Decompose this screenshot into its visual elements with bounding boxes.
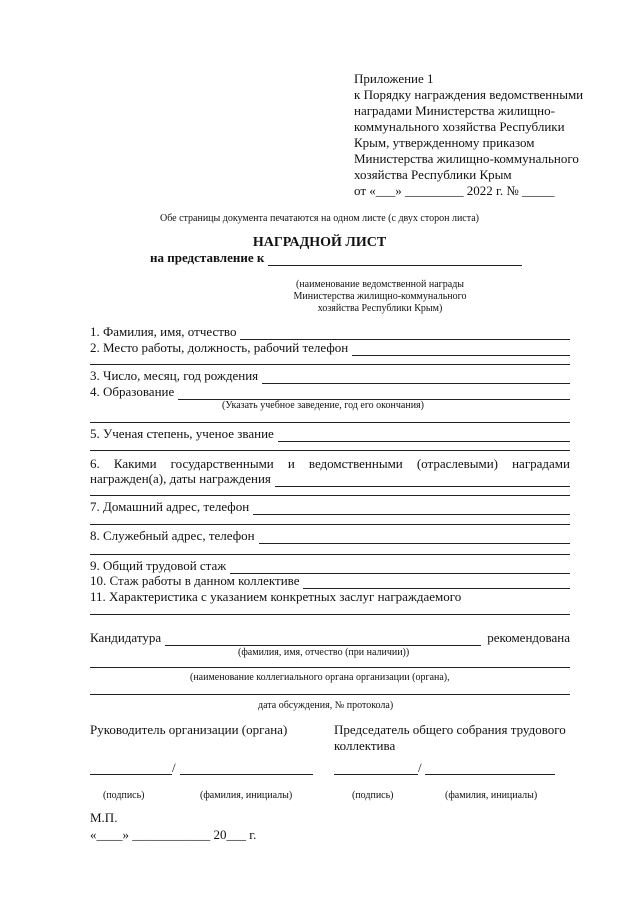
chairman-signature-field[interactable]	[334, 774, 418, 775]
appendix-date-line: от «___» _________ 2022 г. № _____	[354, 183, 555, 198]
education-hint: (Указать учебное заведение, год его окончания)	[222, 400, 424, 411]
head-name-field[interactable]	[180, 774, 313, 775]
appendix-line-2: к Порядку награждения ведомственными	[354, 87, 584, 102]
subtitle: на представление к	[150, 250, 265, 265]
appendix-line-3: наградами Министерства жилищно-	[354, 103, 555, 118]
candidacy-date-hint: дата обсуждения, № протокола)	[258, 700, 394, 711]
candidate-name-field[interactable]	[165, 633, 481, 646]
field-label-awards-line-1: 6. Какими государственными и ведомственными (отраслевыми) наградами	[90, 456, 570, 471]
head-signature-slash: /	[172, 760, 176, 775]
award-hint-line-1: (наименование ведомственной награды	[295, 279, 465, 290]
appendix-line-1: Приложение 1	[354, 71, 434, 86]
chairman-signature-hint: (подпись)	[352, 790, 394, 801]
field-label-characteristics: 11. Характеристика с указанием конкретных заслуг награждаемого	[90, 589, 462, 604]
chairman-signature-slash: /	[418, 760, 422, 775]
head-of-organization-title: Руководитель организации (органа)	[90, 722, 288, 737]
chairman-name-field[interactable]	[425, 774, 555, 775]
field-label-birthdate: 3. Число, месяц, год рождения	[90, 368, 259, 383]
stamp-date: «____» ____________ 20___ г.	[90, 827, 257, 842]
degree-field[interactable]	[278, 429, 570, 442]
field-row-name	[90, 324, 570, 340]
field-row-degree	[90, 426, 570, 442]
full-name-field[interactable]	[240, 327, 570, 340]
subtitle-row	[150, 250, 522, 266]
appendix-line-4: коммунального хозяйства Республики	[354, 119, 565, 134]
appendix-line-6: Министерства жилищно-коммунального	[354, 151, 579, 166]
field-label-total-experience: 9. Общий трудовой стаж	[90, 558, 227, 573]
awards-field[interactable]	[275, 474, 570, 487]
education-extra-line[interactable]	[90, 422, 570, 423]
field-label-name: 1. Фамилия, имя, отчество	[90, 324, 237, 339]
award-name-field[interactable]	[268, 254, 522, 266]
birthdate-field[interactable]	[262, 371, 570, 384]
field-label-education: 4. Образование	[90, 384, 175, 399]
field-label-awards-line-2: награжден(а), даты награждения	[90, 471, 271, 486]
print-note: Обе страницы документа печатаются на одном листе (с двух сторон листа)	[159, 213, 479, 224]
chairman-title-line-1: Председатель общего собрания трудового	[334, 722, 566, 737]
workplace-extra-line[interactable]	[90, 364, 570, 365]
field-label-degree: 5. Ученая степень, ученое звание	[90, 426, 274, 441]
field-label-workplace: 2. Место работы, должность, рабочий телефон	[90, 340, 349, 355]
collegial-body-line[interactable]	[90, 667, 570, 668]
work-address-field[interactable]	[259, 531, 570, 544]
field-row-total-experience	[90, 558, 570, 574]
field-label-work-address: 8. Служебный адрес, телефон	[90, 528, 255, 543]
award-hint-line-3: хозяйства Республики Крым)	[317, 303, 443, 314]
field-row-work-address	[90, 528, 570, 544]
field-label-team-experience: 10. Стаж работы в данном коллективе	[90, 573, 300, 588]
degree-extra-line[interactable]	[90, 450, 570, 451]
appendix-line-5: Крым, утвержденному приказом	[354, 135, 535, 150]
appendix-line-7: хозяйства Республики Крым	[354, 167, 512, 182]
chairman-name-hint: (фамилия, инициалы)	[445, 790, 538, 801]
candidacy-label: Кандидатура	[90, 630, 162, 645]
field-row-education	[90, 384, 570, 400]
head-signature-field[interactable]	[90, 774, 172, 775]
field-row-team-experience	[90, 573, 570, 589]
candidacy-recommended: рекомендована	[487, 630, 570, 645]
candidacy-row	[90, 630, 570, 646]
characteristics-line[interactable]	[90, 614, 570, 615]
candidacy-name-hint: (фамилия, имя, отчество (при наличии))	[238, 647, 410, 658]
page-title: НАГРАДНОЙ ЛИСТ	[252, 235, 387, 250]
head-name-hint: (фамилия, инициалы)	[200, 790, 293, 801]
field-row-home-address	[90, 499, 570, 515]
protocol-line[interactable]	[90, 694, 570, 695]
candidacy-body-hint: (наименование коллегиального органа организации (органа),	[190, 672, 450, 683]
award-hint-line-2: Министерства жилищно-коммунального	[293, 291, 467, 302]
workplace-field[interactable]	[352, 343, 570, 356]
field-row-workplace	[90, 340, 570, 356]
field-label-home-address: 7. Домашний адрес, телефон	[90, 499, 250, 514]
home-address-field[interactable]	[253, 502, 570, 515]
chairman-title-line-2: коллектива	[334, 738, 396, 753]
field-row-birthdate	[90, 368, 570, 384]
field-row-awards	[90, 471, 570, 487]
awards-extra-line[interactable]	[90, 495, 570, 496]
work-address-extra-line[interactable]	[90, 554, 570, 555]
head-signature-hint: (подпись)	[103, 790, 145, 801]
stamp-mark: М.П.	[90, 810, 118, 825]
home-address-extra-line[interactable]	[90, 524, 570, 525]
